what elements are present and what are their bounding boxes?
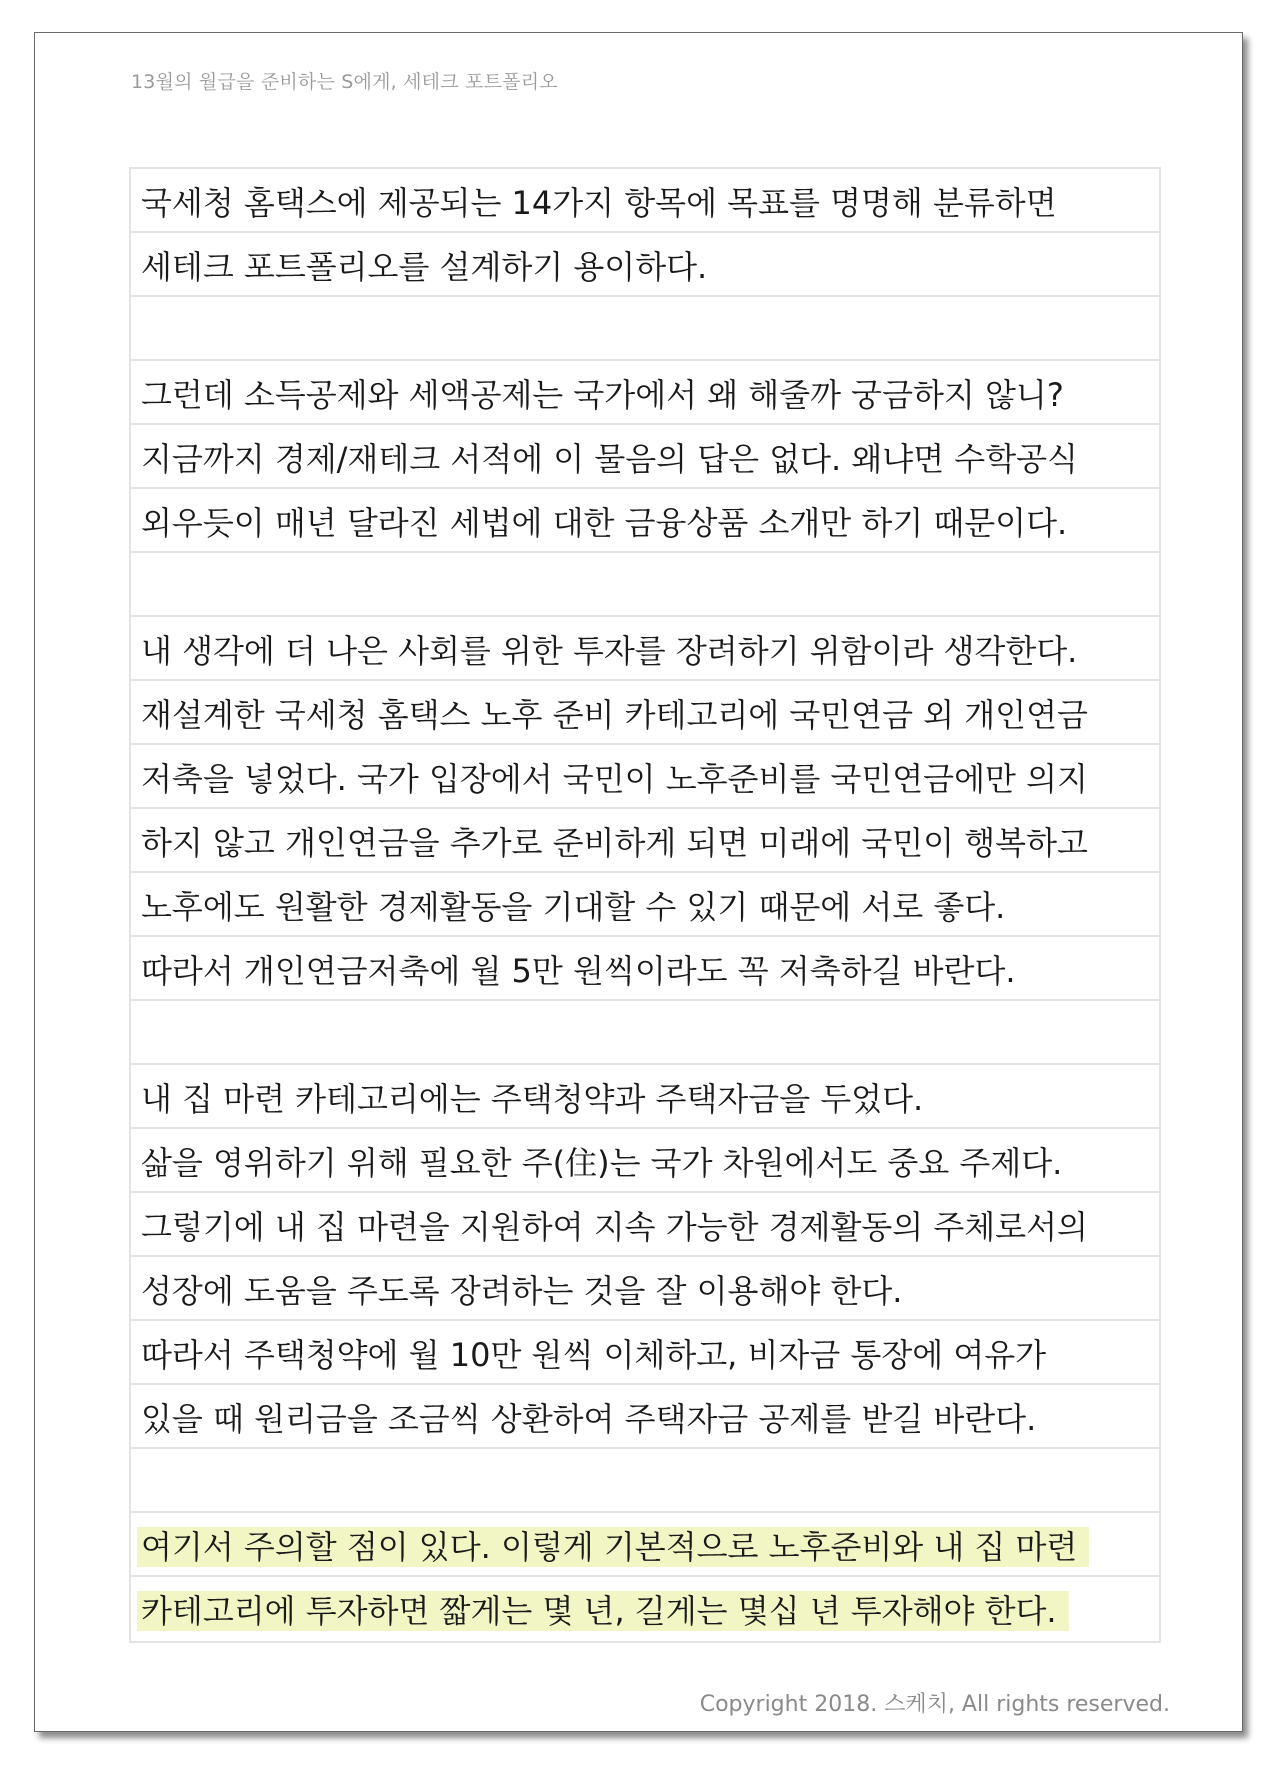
line-text: 외우듯이 매년 달라진 세법에 대한 금융상품 소개만 하기 때문이다. xyxy=(141,504,1068,542)
text-line xyxy=(131,1385,1159,1449)
text-line xyxy=(131,617,1159,681)
text-line xyxy=(131,1257,1159,1321)
line-text: 재설계한 국세청 홈택스 노후 준비 카테고리에 국민연금 외 개인연금 xyxy=(141,696,1088,734)
line-text: 성장에 도움을 주도록 장려하는 것을 잘 이용해야 한다. xyxy=(141,1272,903,1310)
line-text: 국세청 홈택스에 제공되는 14가지 항목에 목표를 명명해 분류하면 xyxy=(141,184,1057,222)
blank-line xyxy=(131,553,1159,617)
document-page xyxy=(34,32,1243,1732)
line-text: 내 집 마련 카테고리에는 주택청약과 주택자금을 두었다. xyxy=(141,1080,924,1118)
text-line xyxy=(131,745,1159,809)
text-line xyxy=(131,1065,1159,1129)
text-line xyxy=(131,809,1159,873)
line-text: 지금까지 경제/재테크 서적에 이 물음의 답은 없다. 왜냐면 수학공식 xyxy=(141,440,1078,478)
line-text: 카테고리에 투자하면 짧게는 몇 년, 길게는 몇십 년 투자해야 한다. xyxy=(137,1591,1069,1631)
text-line xyxy=(131,425,1159,489)
line-text: 노후에도 원활한 경제활동을 기대할 수 있기 때문에 서로 좋다. xyxy=(141,888,1006,926)
page-header-title: 13월의 월급을 준비하는 S에게, 세테크 포트폴리오 xyxy=(131,71,558,93)
line-text: 그렇기에 내 집 마련을 지원하여 지속 가능한 경제활동의 주체로서의 xyxy=(141,1208,1088,1246)
text-line xyxy=(131,169,1159,233)
text-line xyxy=(131,361,1159,425)
line-text: 여기서 주의할 점이 있다. 이렇게 기본적으로 노후준비와 내 집 마련 xyxy=(137,1527,1089,1567)
text-line xyxy=(131,1193,1159,1257)
line-text: 그런데 소득공제와 세액공제는 국가에서 왜 해줄까 궁금하지 않니? xyxy=(141,376,1064,414)
line-text: 있을 때 원리금을 조금씩 상환하여 주택자금 공제를 받길 바란다. xyxy=(141,1400,1037,1438)
copyright-notice: Copyright 2018. 스케치, All rights reserved. xyxy=(699,1692,1170,1717)
line-text: 내 생각에 더 나은 사회를 위한 투자를 장려하기 위함이라 생각한다. xyxy=(141,632,1078,670)
text-line xyxy=(131,233,1159,297)
lined-text-block xyxy=(129,167,1161,1643)
blank-line xyxy=(131,1001,1159,1065)
highlighted-text-line xyxy=(131,1577,1159,1641)
text-line xyxy=(131,489,1159,553)
text-line xyxy=(131,681,1159,745)
line-text: 하지 않고 개인연금을 추가로 준비하게 되면 미래에 국민이 행복하고 xyxy=(141,824,1088,862)
line-text: 저축을 넣었다. 국가 입장에서 국민이 노후준비를 국민연금에만 의지 xyxy=(141,760,1088,798)
line-text: 따라서 개인연금저축에 월 5만 원씩이라도 꼭 저축하길 바란다. xyxy=(141,952,1016,990)
text-line xyxy=(131,1321,1159,1385)
blank-line xyxy=(131,297,1159,361)
blank-line xyxy=(131,1449,1159,1513)
line-text: 삶을 영위하기 위해 필요한 주(住)는 국가 차원에서도 중요 주제다. xyxy=(141,1144,1063,1182)
text-line xyxy=(131,873,1159,937)
line-text: 따라서 주택청약에 월 10만 원씩 이체하고, 비자금 통장에 여유가 xyxy=(141,1336,1047,1374)
highlighted-text-line xyxy=(131,1513,1159,1577)
text-line xyxy=(131,1129,1159,1193)
line-text: 세테크 포트폴리오를 설계하기 용이하다. xyxy=(141,248,708,286)
text-line xyxy=(131,937,1159,1001)
